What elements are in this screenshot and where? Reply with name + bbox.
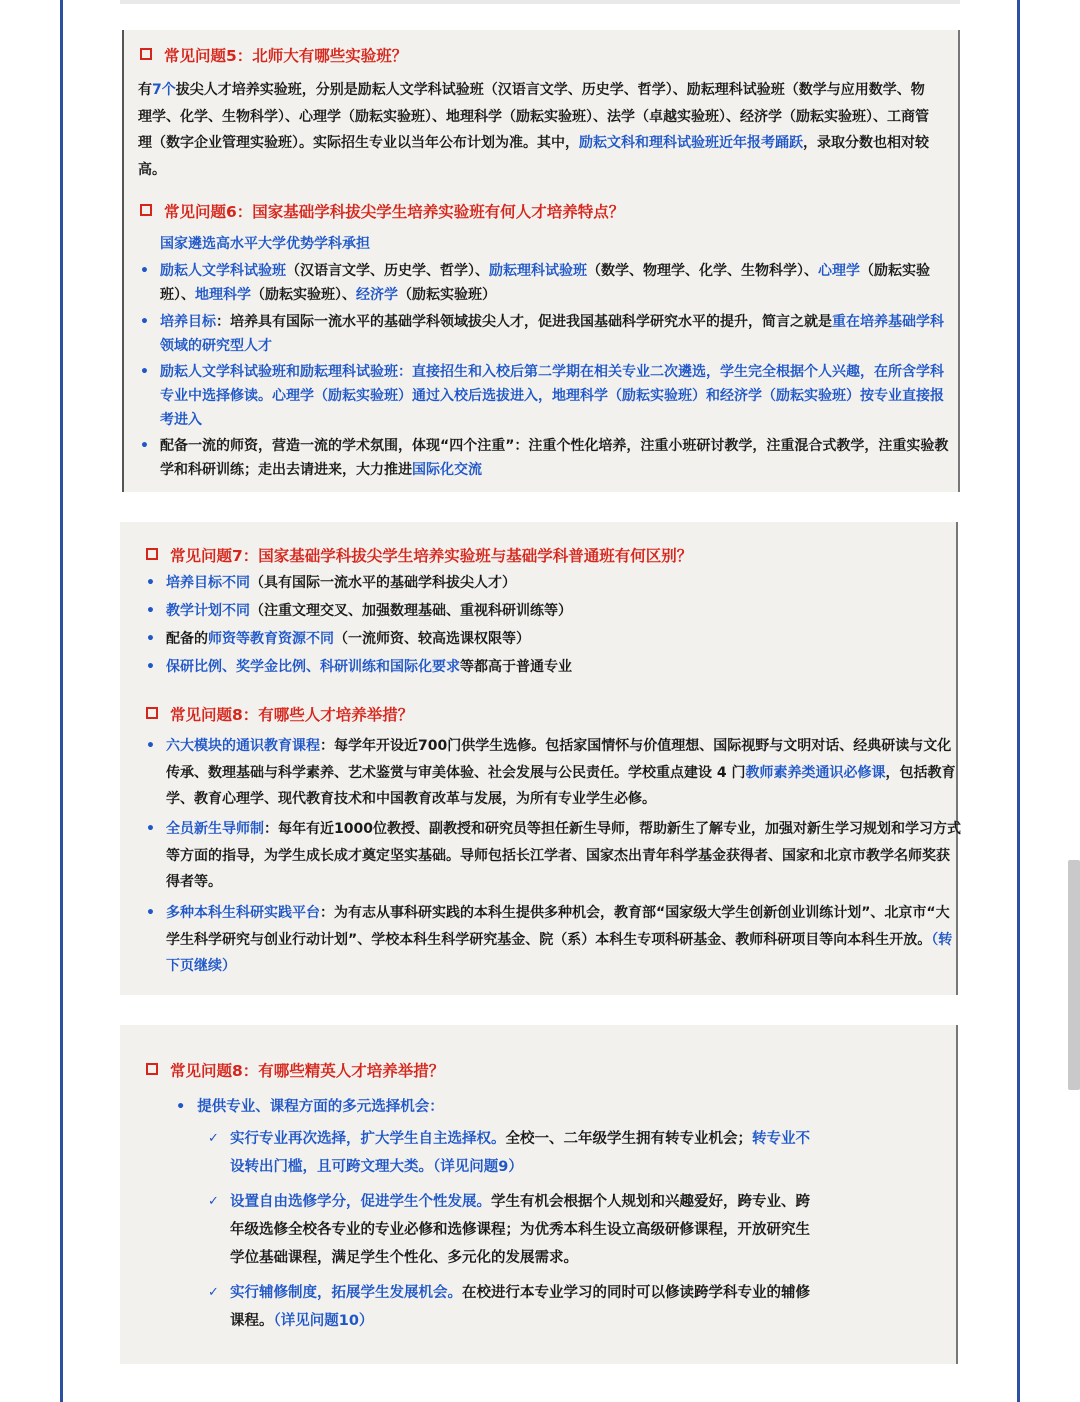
faq-title-5: 常见问题5：北师大有哪些实验班？ [140, 44, 407, 66]
faq-title-7: 常见问题7：国家基础学科拔尖学生培养实验班与基础学科普通班有何区别？ [146, 544, 692, 566]
faq-8b-subtitle: • 提供专业、课程方面的多元选择机会： [176, 1099, 444, 1115]
bullet-dot-icon: • [146, 603, 155, 619]
bullet-dot-icon: • [146, 905, 155, 921]
checkmark-icon: ✓ [208, 1131, 219, 1146]
page-frame-right [1017, 0, 1020, 1402]
faq-answer-5: 有7个拔尖人才培养实验班，分别是励耘人文学科试验班（汉语言文学、历史学、哲学）、励耘理科试验班（数学与应用数学、物理学、化学、生物科学）、心理学（励耘实验班）、地理科学（励耘实验班）、法学（卓越实验班）、经济学（励耘实验班）、工商管理（数字企业管理实验班）。实际招生专业以当年公布计划为准。其中，励耘文科和理科试验班近年报考踊跃，录取分数也相对较高。 [138, 82, 929, 178]
faq-7-bullet-1: • 培养目标不同（具有国际一流水平的基础学科拔尖人才） [146, 571, 956, 595]
faq-6-bullet-1: • 励耘人文学科试验班（汉语言文学、历史学、哲学）、励耘理科试验班（数学、物理学、化学、生物科学）、心理学（励耘实验班）、地理科学（励耘实验班）、经济学（励耘实验班） [140, 259, 950, 307]
bullet-dot-icon: • [140, 364, 149, 380]
faq-6-bullet-3: • 励耘人文学科试验班和励耘理科试验班：直接招生和入校后第二学期在相关专业二次遴选，学生完全根据个人兴趣，在所含学科专业中选择修读。心理学（励耘实验班）通过入校后选拔进入，地理科学（励耘实验班）和经济学（励耘实验班）按专业直接报考进入 [140, 360, 950, 432]
checkbox-square-icon [146, 548, 158, 560]
page-frame-left [60, 0, 63, 1402]
checkmark-icon: ✓ [208, 1285, 219, 1300]
faq-8a-bullet-3: • 多种本科生科研实践平台：为有志从事科研实践的本科生提供多种机会，教育部“国家级大学生创新创业训练计划”、北京市“大学生科学研究与创业行动计划”、学校本科生科学研究基金、院（系）本科生专项科研基金、教师科研项目等向本科生开放。（转下页继续） [146, 900, 961, 980]
previous-panel-edge [120, 0, 960, 4]
checkmark-icon: ✓ [208, 1194, 219, 1209]
scrollbar-thumb[interactable] [1068, 860, 1080, 1090]
faq-title-6: 常见问题6：国家基础学科拔尖学生培养实验班有何人才培养特点？ [140, 200, 624, 222]
bullet-dot-icon: • [140, 438, 149, 454]
faq-8b-check-2: ✓ 设置自由选修学分，促进学生个性发展。学生有机会根据个人规划和兴趣爱好，跨专业、跨年级选修全校各专业的专业必修和选修课程；为优秀本科生设立高级研修课程，开放研究生学位基础课程，满足学生个性化、多元化的发展需求。 [208, 1188, 820, 1272]
bullet-dot-icon: • [146, 738, 155, 754]
faq-8a-bullet-1: • 六大模块的通识教育课程：每学年开设近700门供学生选修。包括家国情怀与价值理想、国际视野与文明对话、经典研读与文化传承、数理基础与科学素养、艺术鉴赏与审美体验、社会发展与公民责任。学校重点建设 4 门教师素养类通识必修课，包括教育学、教育心理学、现代教育技术和中国教育改革与发展，为所有专业学生必修。 [146, 733, 961, 813]
checkbox-square-icon [146, 1063, 158, 1075]
bullet-dot-icon: • [140, 263, 149, 279]
faq-title-8b: 常见问题8：有哪些精英人才培养举措？ [146, 1059, 444, 1081]
faq-7-bullet-4: • 保研比例、奖学金比例、科研训练和国际化要求等都高于普通专业 [146, 655, 956, 679]
bullet-dot-icon: • [146, 631, 155, 647]
faq-6-bullet-4: • 配备一流的师资，营造一流的学术氛围，体现“四个注重”：注重个性化培养，注重小班研讨教学，注重混合式教学，注重实验教学和科研训练；走出去请进来，大力推进国际化交流 [140, 434, 950, 482]
faq-7-bullet-3: • 配备的师资等教育资源不同（一流师资、较高选课权限等） [146, 627, 956, 651]
faq-8b-check-3: ✓ 实行辅修制度，拓展学生发展机会。在校进行本专业学习的同时可以修读跨学科专业的辅修课程。（详见问题10） [208, 1279, 820, 1335]
checkbox-square-icon [140, 48, 152, 60]
faq-8b-check-1: ✓ 实行专业再次选择，扩大学生自主选择权。全校一、二年级学生拥有转专业机会；转专业不设转出门槛，且可跨文理大类。（详见问题9） [208, 1125, 820, 1181]
bullet-dot-icon: • [146, 821, 155, 837]
bullet-dot-icon: • [146, 659, 155, 675]
faq-6-bullet-2: • 培养目标：培养具有国际一流水平的基础学科领域拔尖人才，促进我国基础科学研究水平的提升，简言之就是重在培养基础学科领域的研究型人才 [140, 310, 950, 358]
bullet-dot-icon: • [140, 314, 149, 330]
bullet-dot-icon: • [176, 1099, 186, 1115]
bullet-dot-icon: • [146, 575, 155, 591]
faq-title-8a: 常见问题8：有哪些人才培养举措？ [146, 703, 413, 725]
faq-7-bullet-2: • 教学计划不同（注重文理交叉、加强数理基础、重视科研训练等） [146, 599, 956, 623]
faq-8a-bullet-2: • 全员新生导师制：每年有近1000位教授、副教授和研究员等担任新生导师，帮助新生了解专业，加强对新生学习规划和学习方式等方面的指导，为学生成长成才奠定坚实基础。导师包括长江学者、国家杰出青年科学基金获得者、国家和北京市教学名师奖获得者等。 [146, 816, 961, 896]
checkbox-square-icon [146, 707, 158, 719]
faq-6-subtitle: 国家遴选高水平大学优势学科承担 [160, 236, 370, 252]
checkbox-square-icon [140, 204, 152, 216]
